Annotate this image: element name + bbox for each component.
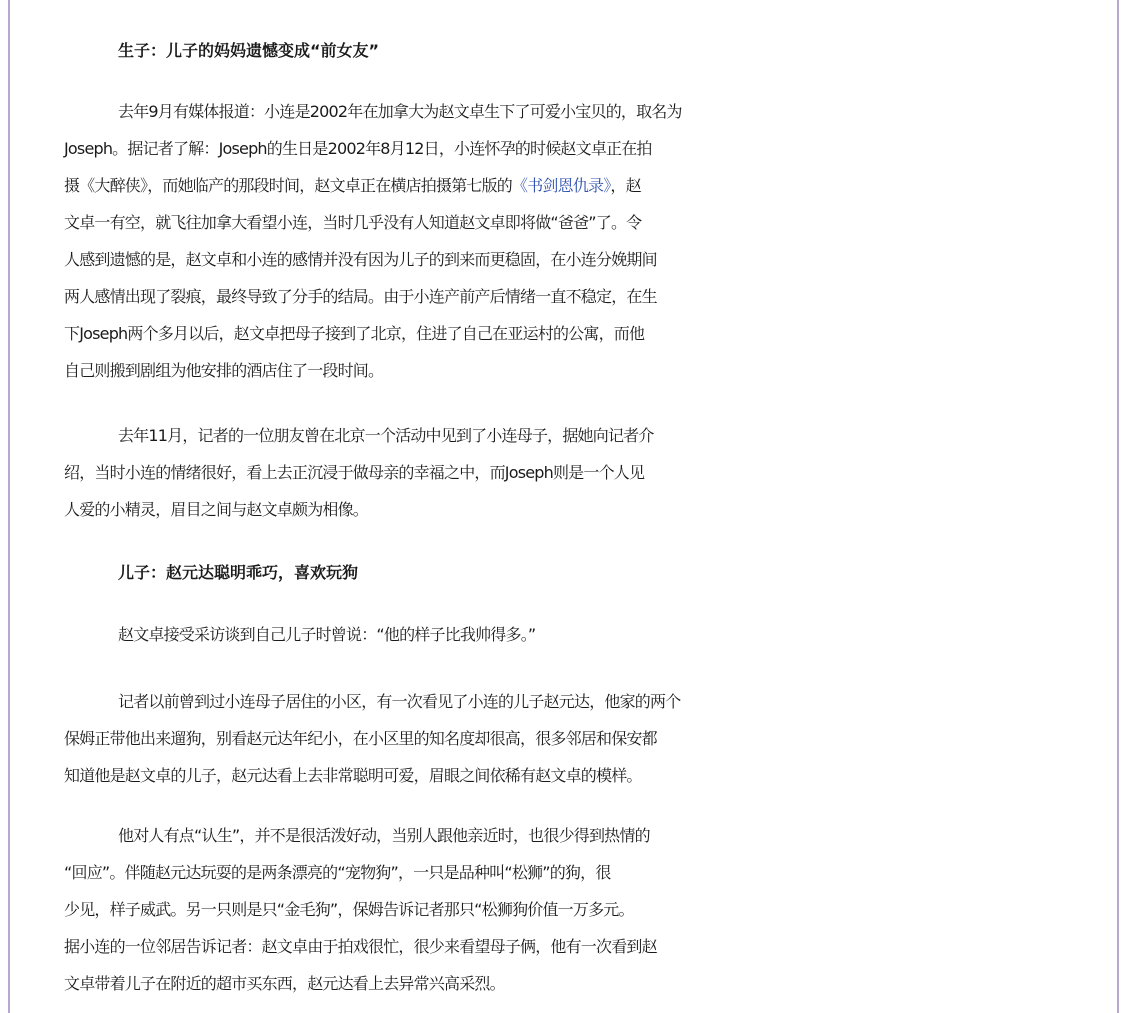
paragraph-line: 文卓带着儿子在附近的超市买东西，赵元达看上去异常兴高采烈。	[64, 974, 505, 993]
paragraph-line: 人爱的小精灵，眉目之间与赵文卓颇为相像。	[64, 500, 369, 519]
paragraph-line	[64, 168, 1114, 203]
paragraph-line: 据小连的一位邻居告诉记者：赵文卓由于拍戏很忙，很少来看望母子俩，他有一次看到赵	[64, 937, 657, 956]
paragraph-line: 人感到遗憾的是，赵文卓和小连的感情并没有因为儿子的到来而更稳固，在小连分娩期间	[64, 250, 657, 269]
paragraph-text: 摄《大醉侠》，而她临产的那段时间，赵文卓正在横店拍摄第七版的	[64, 176, 513, 195]
paragraph-line: 保姆正带他出来遛狗，别看赵元达年纪小，在小区里的知名度却很高，很多邻居和保安都	[64, 729, 657, 748]
article-page	[8, 0, 1119, 1013]
paragraph-line: 赵文卓接受采访谈到自己儿子时曾说：“他的样子比我帅得多。”	[118, 625, 536, 644]
paragraph-line: 两人感情出现了裂痕，最终导致了分手的结局。由于小连产前产后情绪一直不稳定，在生	[64, 287, 657, 306]
paragraph-line: 知道他是赵文卓的儿子，赵元达看上去非常聪明可爱，眉眼之间依稀有赵文卓的模样。	[64, 766, 642, 785]
section-heading-birth: 生子：儿子的妈妈遗憾变成“前女友”	[118, 41, 380, 60]
paragraph-line: 记者以前曾到过小连母子居住的小区，有一次看见了小连的儿子赵元达，他家的两个	[118, 692, 681, 711]
paragraph-line: 去年9月有媒体报道：小连是2002年在加拿大为赵文卓生下了可爱小宝贝的，取名为	[118, 102, 682, 121]
book-sword-link[interactable]: 《书剑恩仇录》	[512, 176, 611, 195]
paragraph-line: “回应”。伴随赵元达玩耍的是两条漂亮的“宠物狗”，一只是品种叫“松狮”的狗，很	[64, 863, 611, 882]
section-heading-son: 儿子：赵元达聪明乖巧，喜欢玩狗	[118, 563, 359, 582]
paragraph-line: 自己则搬到剧组为他安排的酒店住了一段时间。	[64, 361, 384, 380]
paragraph-line: Joseph。据记者了解：Joseph的生日是2002年8月12日，小连怀孕的时候赵文卓正在拍	[64, 139, 652, 158]
paragraph-line: 他对人有点“认生”，并不是很活泼好动，当别人跟他亲近时，也很少得到热情的	[118, 826, 650, 845]
paragraph-line: 少见，样子威武。另一只则是只“金毛狗”，保姆告诉记者那只“松狮狗价值一万多元。	[64, 900, 634, 919]
paragraph-line: 下Joseph两个多月以后，赵文卓把母子接到了北京，住进了自己在亚运村的公寓，而他	[64, 324, 645, 343]
paragraph-text: ，赵	[610, 176, 641, 195]
paragraph-line: 绍，当时小连的情绪很好，看上去正沉浸于做母亲的幸福之中，而Joseph则是一个人见	[64, 463, 645, 482]
paragraph-line: 文卓一有空，就飞往加拿大看望小连，当时几乎没有人知道赵文卓即将做“爸爸”了。令	[64, 213, 642, 232]
paragraph-line: 去年11月，记者的一位朋友曾在北京一个活动中见到了小连母子，据她向记者介	[118, 426, 654, 445]
